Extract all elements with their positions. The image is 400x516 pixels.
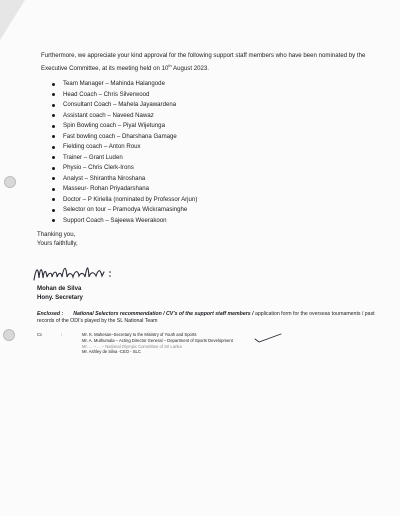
punch-hole-top bbox=[4, 176, 16, 188]
cc-recipient: Mr. ... – ... – National Olympic Committee of Sri Lanka bbox=[82, 343, 182, 349]
enclosed-emphasis: National Selectors recommendation / CV’s of the support staff members / bbox=[73, 311, 254, 317]
staff-item: Team Manager – Mahinda Halangode bbox=[52, 79, 197, 90]
enclosed-rest: application form for the overseas tournaments / past records of the ODI’s played by the SL National Team bbox=[37, 311, 375, 325]
staff-item: Consultant Coach – Mahela Jayawardena bbox=[52, 100, 197, 111]
signer-title: Hony. Secretary bbox=[37, 293, 83, 301]
closing-thanks: Thanking you, bbox=[37, 231, 76, 238]
staff-item: Assistant coach – Naveed Nawaz bbox=[52, 111, 197, 122]
cc-colon: : bbox=[61, 332, 63, 337]
intro-date-suffix: th bbox=[168, 62, 172, 68]
cc-recipient: Mr. K. Mahesan–Secretary to the Ministry of Youth and Sports bbox=[82, 332, 197, 337]
staff-item: Masseur- Rohan Priyadarshana bbox=[52, 184, 197, 195]
handwritten-signature bbox=[30, 260, 126, 284]
enclosed-label: Enclosed : bbox=[37, 311, 64, 317]
staff-item: Spin Bowling coach – Piyal Wijetunga bbox=[52, 121, 197, 132]
staff-item: Doctor – P Kiriella (nominated by Professor Arjun) bbox=[52, 195, 197, 206]
staff-item: Fast bowling coach – Dharshana Gamage bbox=[52, 132, 197, 143]
cc-recipient-list bbox=[82, 332, 382, 355]
cc-recipient: Mr. Ashley de Silva -CEO - SLC bbox=[82, 349, 141, 355]
staff-item: Selector on tour – Pramodya Wickramasinghe bbox=[52, 205, 197, 216]
closing-block bbox=[37, 231, 78, 248]
intro-paragraph bbox=[41, 51, 376, 73]
staff-item: Head Coach – Chris Silverwood bbox=[52, 90, 197, 101]
staff-item: Analyst – Shirantha Niroshana bbox=[52, 174, 197, 185]
punch-hole-bottom bbox=[3, 329, 15, 341]
intro-tail: August 2023. bbox=[171, 64, 209, 72]
handwritten-tick-mark bbox=[253, 333, 283, 343]
page-corner-fold bbox=[0, 0, 25, 40]
signer-name: Mohan de Silva bbox=[37, 285, 82, 292]
cc-label: Cc bbox=[37, 332, 43, 337]
staff-item: Trainer – Grant Luden bbox=[52, 153, 197, 164]
signer-block bbox=[37, 285, 83, 302]
enclosures-note bbox=[37, 311, 377, 326]
staff-item: Support Coach – Sajeewa Weerakoon bbox=[52, 216, 197, 227]
staff-item: Fielding coach – Anton Roux bbox=[52, 142, 197, 153]
staff-item: Physio – Chris Clerk-Irons bbox=[52, 163, 197, 174]
cc-recipient: Mr. A. Muthumala – Acting Director General – Department of Sports Development bbox=[82, 337, 233, 343]
intro-text: Furthermore, we appreciate your kind approval for the following support staff members who have been nominated by the Executive Committee, at its meeting held on 10 bbox=[41, 52, 366, 72]
support-staff-list bbox=[52, 79, 197, 226]
closing-faithfully: Yours faithfully, bbox=[37, 239, 78, 247]
